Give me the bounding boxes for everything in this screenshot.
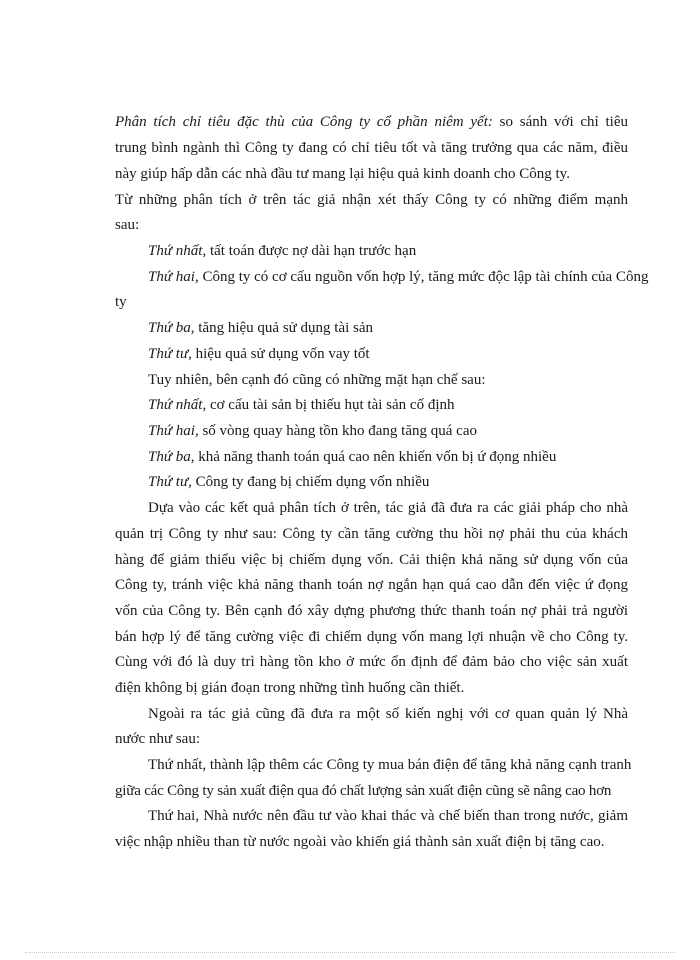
strength-item — [148, 242, 416, 260]
strength-label: Thứ hai — [148, 269, 195, 285]
p1-line-3: này giúp hấp dẫn các nhà đầu tư mang lại hiệu quả kinh doanh cho Công ty. — [115, 166, 570, 182]
p1-line-2: trung bình ngành thì Công ty đang có chỉ tiêu tốt và tăng trưởng qua các năm, điều — [115, 140, 628, 156]
weakness-label: Thứ nhất — [148, 397, 203, 413]
p2-line-2: sau: — [115, 217, 140, 233]
strength-text: , Công ty có cơ cấu nguồn vốn hợp lý, tăng mức độc lập tài chính của Công — [194, 269, 649, 285]
p3-line: Dựa vào các kết quả phân tích ở trên, tác giả đã đưa ra các giải pháp cho nhà — [148, 500, 628, 516]
weakness-item — [148, 422, 477, 440]
strength-label: Thứ ba — [148, 320, 191, 336]
strength-item-continuation: ty — [115, 294, 127, 310]
p1-line-1-rest: so sánh với chỉ tiêu — [492, 114, 628, 130]
weakness-text: , khả năng thanh toán quá cao nên khiến vốn bị ứ đọng nhiều — [190, 449, 557, 465]
weakness-label: Thứ ba — [148, 449, 191, 465]
weakness-item — [148, 396, 455, 414]
weakness-item — [148, 473, 429, 491]
p6-line: việc nhập nhiều than từ nước ngoài vào khiến giá thành sản xuất điện bị tăng cao. — [115, 834, 605, 850]
p3-line: vốn của Công ty. Bên cạnh đó xây dựng phương thức thanh toán nợ phải trả người — [115, 603, 628, 619]
p3-line: điện không bị gián đoạn trong những tình huống cần thiết. — [115, 680, 465, 696]
strength-label: Thứ nhất — [148, 243, 203, 259]
strength-item — [148, 345, 370, 363]
weakness-item — [148, 448, 556, 466]
weakness-label: Thứ hai — [148, 423, 195, 439]
page-bottom-rule — [25, 952, 675, 953]
weakness-label: Thứ tư, — [148, 474, 192, 490]
p2-line-1: Từ những phân tích ở trên tác giả nhận xét thấy Công ty có những điểm mạnh — [115, 192, 628, 208]
strength-text: , tăng hiệu quả sử dụng tài sản — [190, 320, 374, 336]
weakness-intro: Tuy nhiên, bên cạnh đó cũng có những mặt hạn chế sau: — [148, 372, 486, 388]
p3-line: quản trị Công ty như sau: Công ty cần tăng cường thu hồi nợ phải thu của khách — [115, 526, 628, 542]
p6-line: Thứ hai, Nhà nước nên đầu tư vào khai thác và chế biến than trong nước, giảm — [148, 808, 628, 824]
weakness-text: , số vòng quay hàng tồn kho đang tăng quá cao — [194, 423, 477, 439]
p4-line: nước như sau: — [115, 731, 201, 747]
strength-label: Thứ tư — [148, 346, 189, 362]
strength-item — [148, 268, 649, 286]
p4-line: Ngoài ra tác giả cũng đã đưa ra một số kiến nghị với cơ quan quản lý Nhà — [148, 706, 628, 722]
weakness-text: Công ty đang bị chiếm dụng vốn nhiều — [191, 474, 430, 490]
weakness-text: , cơ cấu tài sản bị thiếu hụt tài sản cố định — [202, 397, 455, 413]
p3-line: bán hợp lý để tăng cường việc đi chiếm dụng vốn mang lợi nhuận về cho Công ty. — [115, 629, 628, 645]
strength-text: , hiệu quả sử dụng vốn vay tốt — [188, 346, 370, 362]
p3-line: Công ty, tránh việc khả năng thanh toán nợ ngắn hạn quá cao dẫn đến việc ứ đọng — [115, 577, 628, 593]
p1-lead: Phân tích chỉ tiêu đặc thù của Công ty cổ phần niêm yết: — [115, 114, 493, 130]
p3-line: Cùng với đó là duy trì hàng tồn kho ở mức ổn định để đảm bảo cho việc sản xuất — [115, 654, 628, 670]
p5-line: giữa các Công ty sản xuất điện qua đó chất lượng sản xuất điện cũng sẽ nâng cao hơn — [115, 783, 612, 799]
p3-line: hàng để giảm thiểu việc bị chiếm dụng vốn. Cải thiện khả năng sử dụng vốn của — [115, 552, 628, 568]
p1-line-1 — [115, 113, 628, 131]
p5-line: Thứ nhất, thành lập thêm các Công ty mua bán điện để tăng khả năng cạnh tranh — [148, 757, 632, 773]
strength-text: , tất toán được nợ dài hạn trước hạn — [202, 243, 417, 259]
strength-item — [148, 319, 373, 337]
